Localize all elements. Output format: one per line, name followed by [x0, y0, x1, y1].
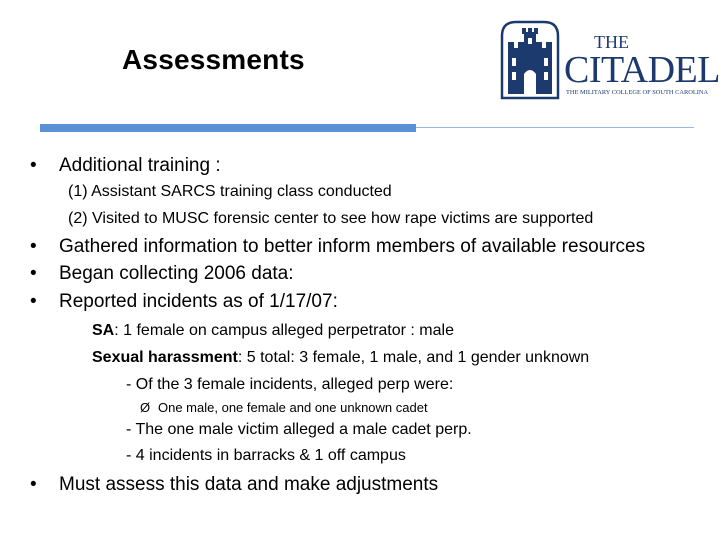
bullet-marker: • — [30, 263, 37, 284]
bullet-item — [30, 263, 294, 285]
logo-the-text: THE — [594, 32, 629, 52]
sh-label: Sexual harassment — [92, 349, 238, 366]
arrow-bullet-icon: Ø — [140, 400, 151, 415]
bullet-marker: • — [30, 155, 37, 176]
sub-item: (2) Visited to MUSC forensic center to see how rape victims are supported — [68, 210, 594, 227]
sub-item: - Of the 3 female incidents, alleged perp were: — [126, 376, 454, 393]
bullet-text: Reported incidents as of 1/17/07: — [59, 291, 338, 312]
bullet-item — [30, 236, 645, 258]
sub-item: - The one male victim alleged a male cadet perp. — [126, 421, 472, 438]
bullet-text: Must assess this data and make adjustments — [59, 474, 439, 495]
bullet-marker: • — [30, 474, 37, 495]
bullet-text: Began collecting 2006 data: — [59, 263, 294, 284]
arrow-sub-text: One male, one female and one unknown cadet — [158, 400, 428, 415]
bullet-marker: • — [30, 291, 37, 312]
bullet-item — [30, 155, 221, 177]
sh-line — [92, 349, 589, 367]
bullet-marker: • — [30, 236, 37, 257]
sh-text: : 5 total: 3 female, 1 male, and 1 gender unknown — [237, 349, 590, 366]
bullet-text: Additional training : — [59, 155, 221, 176]
logo-tagline-text: THE MILITARY COLLEGE OF SOUTH CAROLINA — [566, 89, 709, 96]
sa-line — [92, 322, 454, 340]
bullet-text: Gathered information to better inform members of available resources — [59, 236, 646, 257]
bullet-item — [30, 474, 438, 496]
sub-item: (1) Assistant SARCS training class conducted — [68, 183, 392, 200]
bullet-item — [30, 291, 338, 313]
title-underline-thin — [416, 127, 694, 128]
title-underline-accent — [40, 124, 416, 132]
sa-text: : 1 female on campus alleged perpetrator : male — [114, 322, 454, 339]
arrow-sub-item — [140, 400, 428, 415]
castle-emblem-icon — [502, 22, 558, 98]
sub-item: - 4 incidents in barracks & 1 off campus — [126, 447, 406, 464]
logo-citadel-text: CITADEL — [564, 49, 720, 91]
slide-title: Assessments — [122, 44, 305, 75]
citadel-logo — [498, 18, 720, 104]
sa-label: SA — [92, 322, 115, 339]
